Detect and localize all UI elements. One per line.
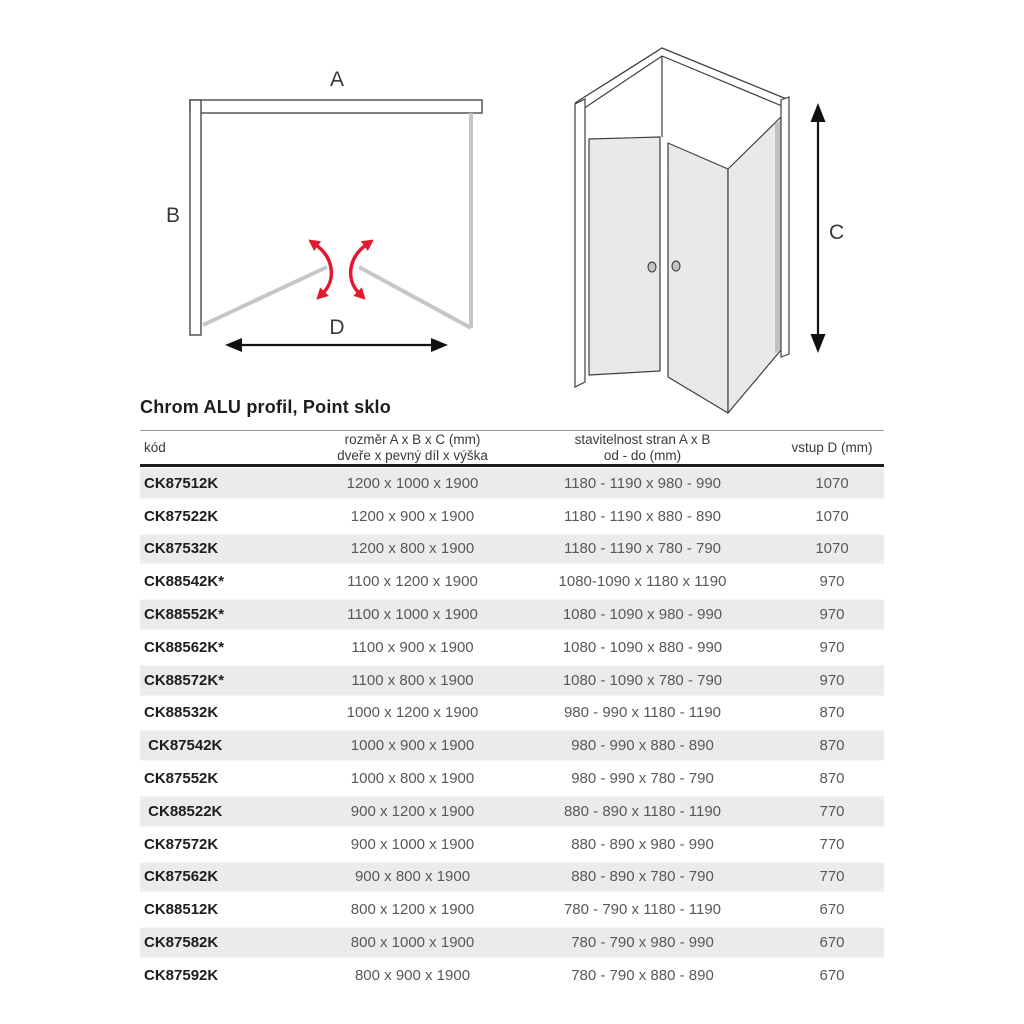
- header-code: [140, 440, 320, 456]
- table-row: [140, 565, 884, 598]
- dimensions-value: 1100 x 800 x 1900: [351, 671, 474, 689]
- entry-width-value: 970: [819, 671, 845, 689]
- adjustability-value: 980 - 990 x 780 - 790: [571, 770, 714, 788]
- product-code: CK87582K: [144, 934, 219, 952]
- header-size-line2: dveře x pevný díl x výška: [337, 447, 488, 463]
- entry-width-value: 970: [819, 638, 845, 656]
- dimensions-value: 900 x 800 x 1900: [354, 868, 471, 886]
- door-panel-right: [359, 267, 471, 328]
- dimension-arrow-c: [811, 103, 826, 353]
- entry-width-value: 1070: [815, 507, 849, 525]
- table-row: [140, 467, 884, 500]
- entry-width-value: 770: [819, 835, 845, 853]
- table-row: [140, 598, 884, 631]
- product-code: CK88522K: [144, 802, 223, 820]
- door-panel-right: [668, 143, 728, 413]
- dimensions-value: 1100 x 1000 x 1900: [347, 606, 478, 624]
- dimensions-value: 800 x 1000 x 1900: [350, 934, 475, 952]
- entry-width-value: 670: [819, 966, 845, 984]
- door-knob-right: [672, 261, 680, 271]
- entry-width-value: 970: [819, 573, 845, 591]
- dimensions-value: 1200 x 1000 x 1900: [346, 474, 479, 492]
- wall-profile-left: [190, 100, 201, 335]
- table-row: [140, 533, 884, 566]
- dimensions-value: 900 x 1200 x 1900: [350, 802, 475, 820]
- product-code: CK88552K*: [144, 606, 225, 624]
- table-row: [140, 500, 884, 533]
- table-row: [140, 828, 884, 861]
- table-row: [140, 861, 884, 894]
- top-rail-outer: [575, 48, 789, 103]
- header-adjustability-line1: stavitelnost stran A x B: [574, 431, 711, 447]
- door-panel-left: [203, 267, 327, 325]
- adjustability-value: 880 - 890 x 780 - 790: [571, 868, 714, 886]
- entry-width-value: 870: [819, 770, 845, 788]
- table-row: [140, 664, 884, 697]
- product-code: CK87512K: [144, 474, 219, 492]
- product-code: CK87572K: [144, 835, 219, 853]
- header-entry-label: vstup D (mm): [791, 439, 873, 455]
- table-row: [140, 959, 884, 992]
- table-row: [140, 926, 884, 959]
- dimension-label-a: A: [329, 68, 345, 91]
- product-code: CK88512K: [144, 901, 219, 919]
- entry-width-value: 970: [819, 606, 845, 624]
- plan-view-diagram: [140, 45, 510, 380]
- dimensions-value: 1000 x 800 x 1900: [350, 770, 475, 788]
- adjustability-value: 780 - 790 x 980 - 990: [571, 934, 714, 952]
- adjustability-value: 1180 - 1190 x 880 - 890: [563, 507, 722, 525]
- dimensions-value: 1200 x 800 x 1900: [350, 540, 475, 558]
- dimension-label-b: B: [166, 204, 181, 227]
- dimensions-value: 800 x 1200 x 1900: [350, 901, 475, 919]
- table-row: [140, 631, 884, 664]
- dimensions-value: 1200 x 900 x 1900: [350, 507, 475, 525]
- product-code: CK87562K: [144, 868, 219, 886]
- page-title: Chrom ALU profil, Point sklo: [140, 397, 391, 417]
- entry-width-value: 870: [819, 704, 845, 722]
- fixed-panel-edge-shade: [775, 121, 781, 353]
- entry-width-value: 670: [819, 901, 845, 919]
- dimensions-value: 900 x 1000 x 1900: [350, 835, 475, 853]
- wall-profile-top: [190, 100, 482, 113]
- table-row: [140, 697, 884, 730]
- entry-width-value: 1070: [815, 540, 849, 558]
- dimension-label-c: C: [829, 221, 845, 244]
- adjustability-value: 1080 - 1090 x 880 - 990: [562, 638, 723, 656]
- table-row: [140, 762, 884, 795]
- header-size-line1: rozměr A x B x C (mm): [344, 431, 481, 447]
- adjustability-value: 1180 - 1190 x 780 - 790: [563, 540, 722, 558]
- product-code: CK88572K*: [144, 671, 225, 689]
- dimensions-value: 800 x 900 x 1900: [354, 966, 471, 984]
- product-code: CK88542K*: [144, 573, 225, 591]
- adjustability-value: 1080 - 1090 x 980 - 990: [562, 606, 723, 624]
- adjustability-value: 980 - 990 x 1180 - 1190: [563, 704, 722, 722]
- adjustability-value: 1080-1090 x 1180 x 1190: [558, 573, 727, 591]
- entry-width-value: 870: [819, 737, 845, 755]
- adjustability-value: 1180 - 1190 x 980 - 990: [563, 474, 722, 492]
- header-entry: [780, 440, 884, 456]
- door-knob-left: [648, 262, 656, 272]
- dimension-label-d: D: [329, 316, 345, 339]
- door-panel-left: [589, 137, 660, 375]
- dimension-arrow-d: [225, 338, 448, 352]
- product-code: CK87592K: [144, 966, 219, 984]
- adjustability-value: 1080 - 1090 x 780 - 790: [562, 671, 723, 689]
- product-code: CK87522K: [144, 507, 219, 525]
- adjustability-value: 780 - 790 x 880 - 890: [571, 966, 714, 984]
- isometric-view-diagram: [555, 40, 880, 425]
- entry-width-value: 770: [819, 802, 845, 820]
- adjustability-value: 880 - 890 x 980 - 990: [571, 835, 714, 853]
- top-rail-inner: [583, 56, 782, 109]
- table-row: [140, 795, 884, 828]
- header-size: [320, 432, 505, 464]
- adjustability-value: 880 - 890 x 1180 - 1190: [563, 802, 722, 820]
- wall-profile-right: [781, 97, 789, 357]
- table-row: [140, 729, 884, 762]
- dimensions-value: 1000 x 1200 x 1900: [346, 704, 479, 722]
- header-adjustability: [505, 432, 780, 464]
- entry-width-value: 670: [819, 934, 845, 952]
- product-code: CK87542K: [144, 737, 223, 755]
- product-code: CK87552K: [144, 770, 219, 788]
- table-body: [140, 467, 884, 992]
- adjustability-value: 780 - 790 x 1180 - 1190: [563, 901, 722, 919]
- product-code: CK87532K: [144, 540, 219, 558]
- dimensions-value: 1000 x 900 x 1900: [350, 737, 475, 755]
- spec-table: [140, 430, 884, 992]
- table-header: [140, 430, 884, 467]
- fixed-side-panel: [728, 117, 781, 413]
- entry-width-value: 770: [819, 868, 845, 886]
- header-adjustability-line2: od - do (mm): [603, 447, 682, 463]
- header-code-label: kód: [144, 439, 166, 455]
- product-code: CK88562K*: [144, 638, 225, 656]
- dimensions-value: 1100 x 900 x 1900: [351, 638, 474, 656]
- adjustability-value: 980 - 990 x 880 - 890: [571, 737, 714, 755]
- table-row: [140, 893, 884, 926]
- dimensions-value: 1100 x 1200 x 1900: [347, 573, 478, 591]
- wall-profile-left: [575, 99, 585, 387]
- entry-width-value: 1070: [815, 474, 849, 492]
- product-code: CK88532K: [144, 704, 219, 722]
